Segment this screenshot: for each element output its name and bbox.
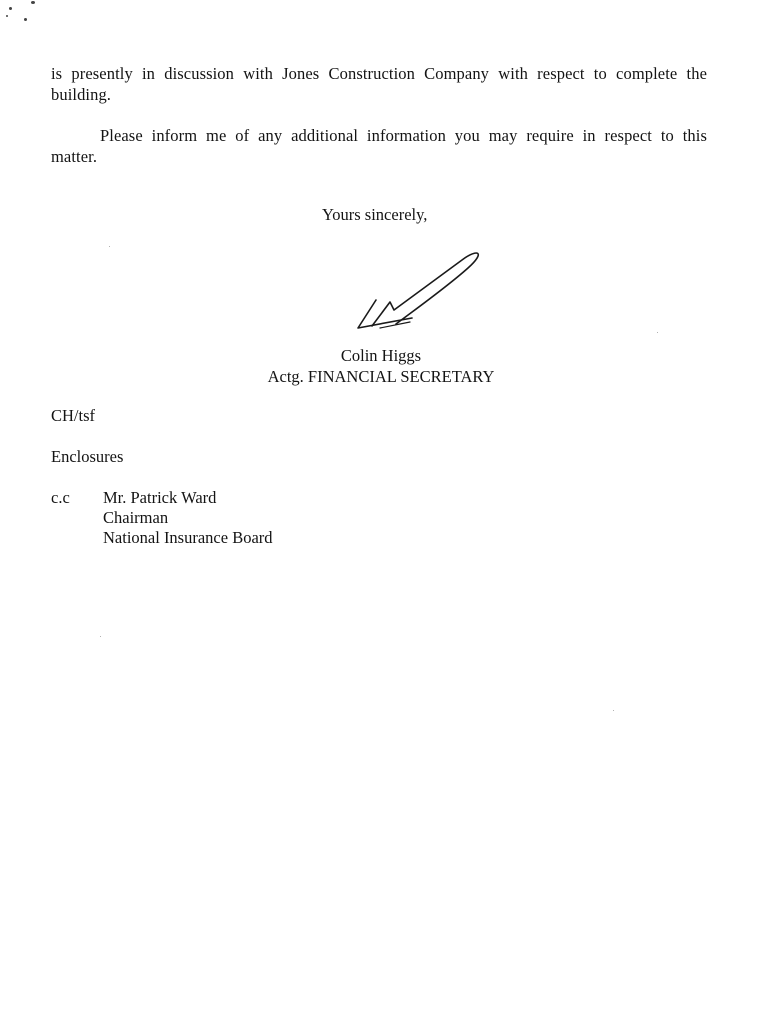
scan-speck [100, 636, 101, 637]
cc-recipient-name: Mr. Patrick Ward [103, 488, 217, 507]
signatory-title: Actg. FINANCIAL SECRETARY [267, 367, 495, 386]
scan-speck [24, 18, 27, 21]
scan-speck [9, 7, 12, 10]
paragraph-line: matter. [51, 147, 98, 166]
handwritten-signature [350, 246, 484, 336]
scan-speck [6, 15, 8, 17]
signatory-name: Colin Higgs [340, 346, 422, 365]
reference-initials: CH/tsf [51, 406, 96, 425]
body-paragraph-continuation [51, 63, 707, 105]
paragraph-line: building. [51, 85, 112, 104]
paragraph-line: is presently in discussion with Jones Construction Company with respect to complete the [51, 64, 707, 83]
scan-speck [613, 710, 614, 711]
scan-speck [109, 246, 110, 247]
cc-recipient-role: Chairman [103, 508, 169, 527]
cc-label: c.c [51, 488, 70, 507]
cc-recipient-organization: National Insurance Board [103, 528, 273, 547]
paragraph-line: Please inform me of any additional information you may require in respect to this [100, 126, 707, 145]
enclosures-note: Enclosures [51, 447, 124, 466]
closing-salutation: Yours sincerely, [322, 205, 428, 224]
scan-speck [31, 1, 35, 4]
body-paragraph-request [51, 125, 707, 167]
scan-speck [657, 332, 658, 333]
